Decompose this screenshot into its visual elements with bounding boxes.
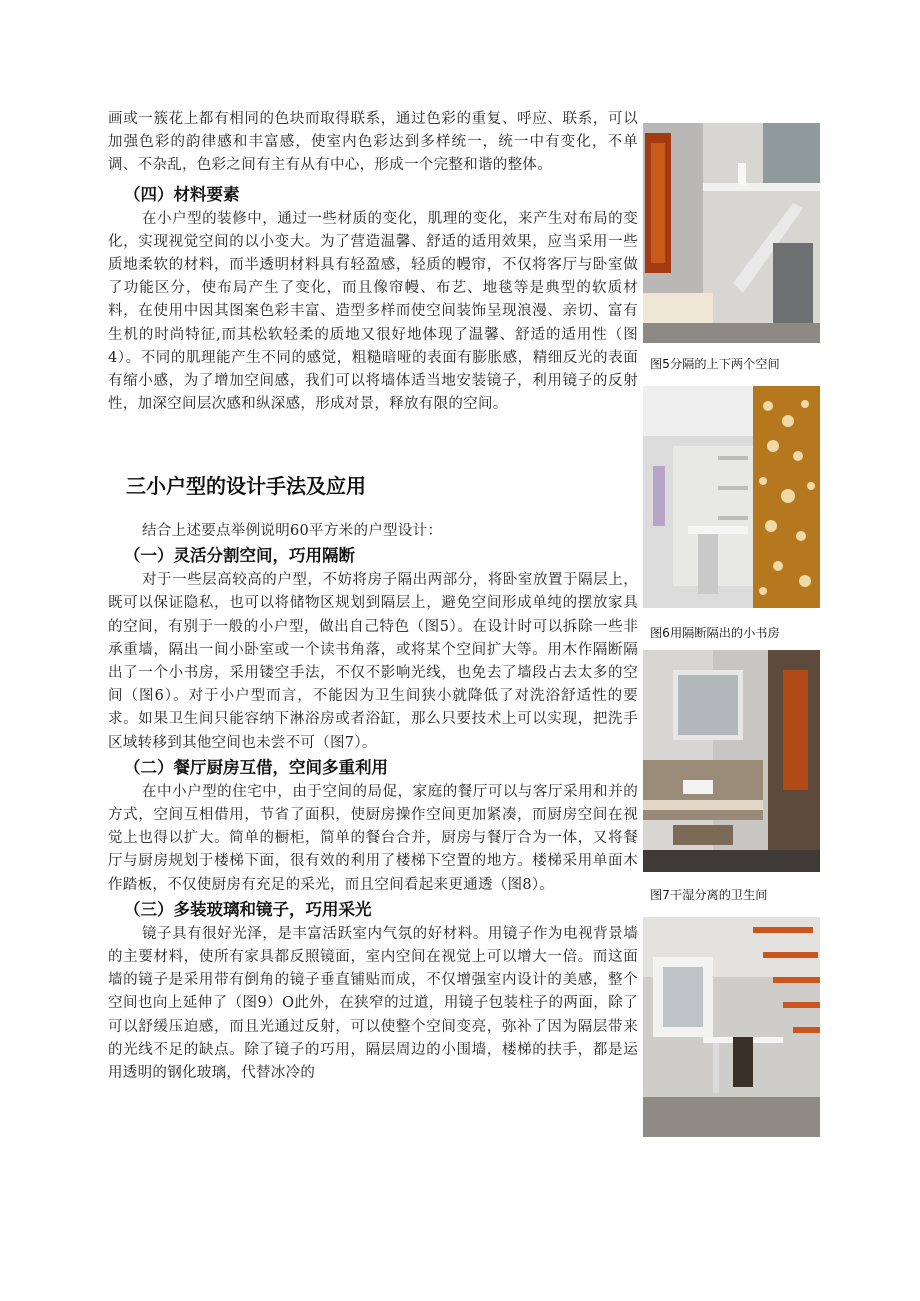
text-block-1 — [108, 108, 638, 416]
paragraph-color: 画或一簇花上都有相同的色块而取得联系，通过色彩的重复、呼应、联系，可以加强色彩的韵律感和丰富感，使室内色彩达到多样统一，统一中有变化，不单调、不杂乱，色彩之间有主有从有中心，形成一个完整和谐的整体。 — [108, 111, 638, 174]
photo-fig7-bathroom — [643, 650, 820, 872]
heading-material: （四）材料要素 — [124, 184, 240, 204]
photo-fig5-loft — [643, 123, 820, 343]
paragraph-material: 在小户型的装修中，通过一些材质的变化，肌理的变化，来产生对布局的变化，实现视觉空间的以小变大。为了营造温馨、舒适的适用效果，应当采用一些质地柔软的材料，而半透明材料具有轻盈感，轻质的幔帘，不仅将客厅与卧室做了功能区分，使布局产生了变化，而且像帘幔、布艺、地毯等是典型的软质材料，在使用中因其图案色彩丰富、造型多样而使空间装饰呈现浪漫、亲切、富有生机的时尚特征,而其松软轻柔的质地又很好地体现了温馨、舒适的适用性（图4）。不同的肌理能产生不同的感觉，粗糙暗哑的表面有膨胀感，精细反光的表面有缩小感，为了增加空间感，我们可以将墙体适当地安装镜子，利用镜子的反射性，加深空间层次感和纵深感，形成对景，释放有限的空间。 — [108, 210, 638, 413]
photo-fig8-dining — [643, 917, 820, 1137]
caption-fig5: 图5分隔的上下两个空间 — [650, 357, 780, 371]
caption-fig7: 图7干湿分离的卫生间 — [650, 888, 768, 902]
paragraph-partition: 对于一些层高较高的户型，不妨将房子隔出两部分，将卧室放置于隔层上，既可以保证隐私，也可以将储物区规划到隔层上，避免空间形成单纯的摆放家具的空间，有别于一般的小户型，做出自己特色（图5）。在设计时可以拆除一些非承重墙，隔出一间小卧室或一个读书角落，或将某个空间扩大等。用木作隔断隔出了一个小书房，采用镂空手法，不仅不影响光线，也免去了墙段占去太多的空间（图6）。对于小户型而言，不能因为卫生间狭小就降低了对洗浴舒适性的要求。如果卫生间只能容纳下淋浴房或者浴缸，那么只要技术上可以实现，把洗手区域转移到其他空间也未尝不可（图7）。 — [108, 572, 638, 751]
heading-mirror: （三）多装玻璃和镜子，巧用采光 — [124, 899, 372, 919]
heading-section3: 三小户型的设计手法及应用 — [126, 474, 366, 498]
caption-fig6: 图6用隔断隔出的小书房 — [650, 626, 780, 640]
text-block-2 — [108, 471, 638, 501]
text-block-3 — [108, 520, 638, 1085]
photo-fig6-study — [643, 386, 820, 608]
heading-partition: （一）灵活分割空间，巧用隔断 — [124, 546, 355, 566]
paragraph-dining: 在中小户型的住宅中，由于空间的局促，家庭的餐厅可以与客厅采用和并的方式，空间互相借用，节省了面积，使厨房操作空间更加紧凑，而厨房空间在视觉上也得以扩大。简单的橱柜，简单的餐台合并，厨房与餐厅合为一体，又将餐厅与厨房规划于楼梯下面，很有效的利用了楼梯下空置的地方。楼梯采用单面木作踏板，不仅使厨房有充足的采光，而且空间看起来更通透（图8）。 — [108, 783, 638, 893]
heading-dining: （二）餐厅厨房互借，空间多重利用 — [124, 757, 388, 777]
paragraph-intro: 结合上述要点举例说明60平方米的户型设计： — [142, 523, 443, 539]
paragraph-mirror: 镜子具有很好光泽，是丰富活跃室内气氛的好材料。用镜子作为电视背景墙的主要材料，使所有家具都反照镜面，室内空间在视觉上可以增大一倍。而这面墙的镜子是采用带有倒角的镜子垂直铺贴而成，不仅增强室内设计的美感，整个空间也向上延伸了（图9）O此外，在狭窄的过道，用镜子包装柱子的两面，除了可以舒缓压迫感，而且光通过反射，可以使整个空间变亮，弥补了因为隔层带来的光线不足的缺点。除了镜子的巧用，隔层周边的小围墙，楼梯的扶手，都是运用透明的钢化玻璃，代替冰冷的 — [108, 925, 638, 1082]
